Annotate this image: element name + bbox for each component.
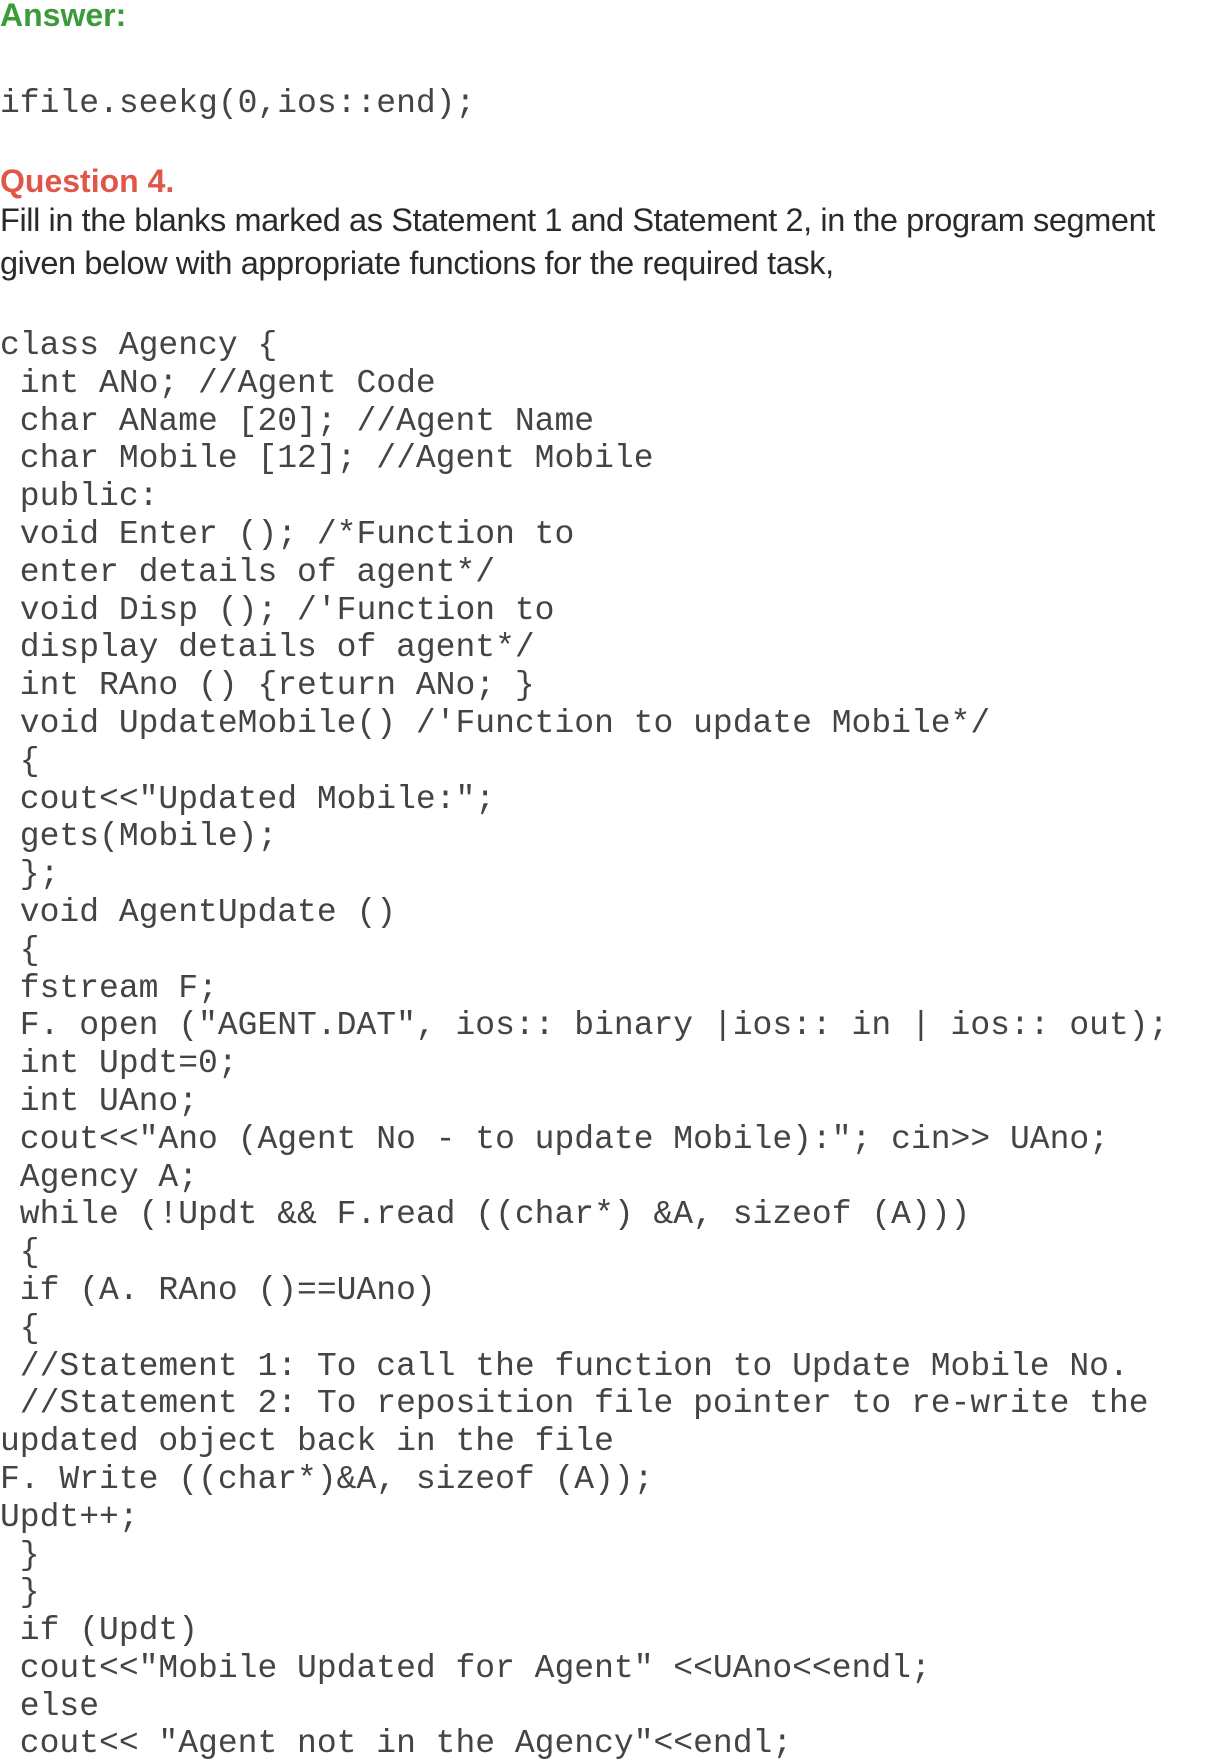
- code-line: void Disp (); /'Function to: [0, 591, 555, 629]
- code-line: }: [0, 1574, 40, 1612]
- code-line: char AName [20]; //Agent Name: [0, 402, 595, 440]
- code-line: int RAno () {return ANo; }: [0, 667, 535, 705]
- question-heading: Question 4.: [0, 163, 175, 199]
- code-line: };: [0, 856, 60, 894]
- code-line: cout<<"Updated Mobile:";: [0, 780, 496, 818]
- code-line: public:: [0, 478, 159, 516]
- code-line: //Statement 2: To reposition file pointer to re-write the: [0, 1385, 1149, 1423]
- code-line: else: [0, 1687, 100, 1725]
- answer-heading: Answer:: [0, 0, 127, 33]
- code-line: {: [0, 1309, 40, 1347]
- code-line: {: [0, 742, 40, 780]
- code-line: }: [0, 1536, 40, 1574]
- code-line: updated object back in the file: [0, 1423, 614, 1461]
- code-line: F. Write ((char*)&A, sizeof (A));: [0, 1460, 654, 1498]
- code-line: cout<< "Agent not in the Agency"<<endl;: [0, 1725, 793, 1763]
- code-line: {: [0, 931, 40, 969]
- code-line: if (Updt): [0, 1612, 199, 1650]
- code-line: //Statement 1: To call the function to Update Mobile No.: [0, 1347, 1129, 1385]
- code-line: Updt++;: [0, 1498, 139, 1536]
- code-line: gets(Mobile);: [0, 818, 278, 856]
- code-line: char Mobile [12]; //Agent Mobile: [0, 440, 654, 478]
- code-line: F. open ("AGENT.DAT", ios:: binary |ios:: in | ios:: out);: [0, 1007, 1169, 1045]
- code-line: cout<<"Ano (Agent No - to update Mobile):"; cin>> UAno;: [0, 1120, 1109, 1158]
- answer-code: ifile.seekg(0,ios::end);: [0, 85, 476, 122]
- code-line: if (A. RAno ()==UAno): [0, 1271, 436, 1309]
- code-line: void AgentUpdate (): [0, 893, 397, 931]
- code-line: display details of agent*/: [0, 629, 535, 667]
- code-line: class Agency {: [0, 327, 278, 364]
- program-code-block: [0, 327, 1168, 1763]
- code-line: Agency A;: [0, 1158, 199, 1196]
- code-line: int ANo; //Agent Code: [0, 364, 436, 402]
- code-line: enter details of agent*/: [0, 553, 496, 591]
- code-line: cout<<"Mobile Updated for Agent" <<UAno<<endl;: [0, 1649, 931, 1687]
- code-line: int Updt=0;: [0, 1045, 238, 1083]
- code-line: fstream F;: [0, 969, 218, 1007]
- code-line: {: [0, 1234, 40, 1272]
- code-line: while (!Updt && F.read ((char*) &A, sizeof (A))): [0, 1196, 971, 1234]
- question-text: Fill in the blanks marked as Statement 1 and Statement 2, in the program segment given below with appropriate functions for the required task,: [0, 202, 1155, 281]
- code-line: int UAno;: [0, 1082, 199, 1120]
- code-line: void Enter (); /*Function to: [0, 515, 575, 553]
- code-line: void UpdateMobile() /'Function to update Mobile*/: [0, 704, 991, 742]
